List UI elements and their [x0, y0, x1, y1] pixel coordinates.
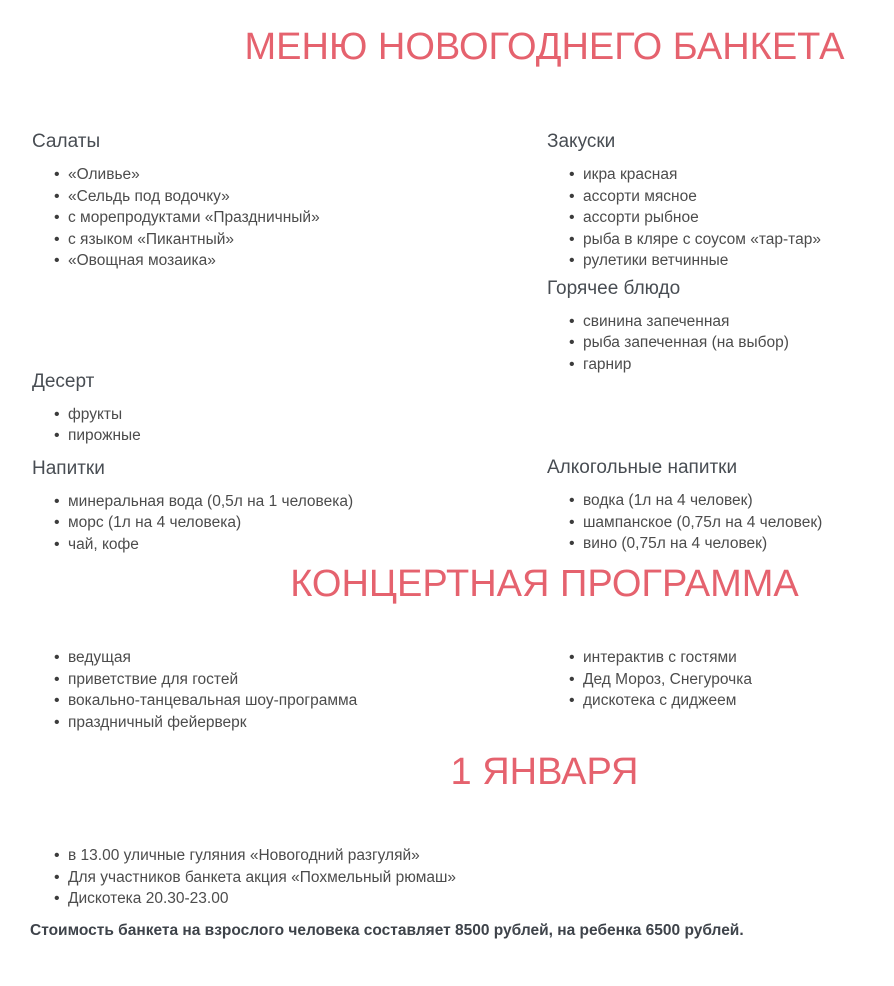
hot-dish-list — [547, 311, 894, 376]
list-item: • водка (1л на 4 человек) — [547, 490, 894, 512]
list-item: • в 13.00 уличные гуляния «Новогодний разгуляй» — [32, 845, 894, 867]
list-item: • вино (0,75л на 4 человек) — [547, 533, 894, 555]
list-item: • рыба в кляре с соусом «тар-тар» — [547, 229, 894, 251]
section-title-salads: Салаты — [32, 131, 101, 152]
list-item: • икра красная — [547, 164, 894, 186]
list-item: • Дискотека 20.30-23.00 — [32, 888, 894, 910]
appetizers-list — [547, 164, 894, 272]
list-item: • минеральная вода (0,5л на 1 человека) — [32, 491, 547, 513]
list-item: • ассорти рыбное — [547, 207, 894, 229]
menu-left-column — [32, 130, 547, 555]
section-alcohol-drinks — [547, 456, 894, 555]
list-item: • с языком «Пикантный» — [32, 229, 547, 251]
list-item: • Для участников банкета акция «Похмельный рюмаш» — [32, 867, 894, 889]
menu-right-column — [547, 130, 894, 555]
list-item: • приветствие для гостей — [32, 669, 547, 691]
list-item: • ведущая — [32, 647, 547, 669]
program-right-column — [547, 647, 894, 712]
list-item: • шампанское (0,75л на 4 человек) — [547, 512, 894, 534]
list-item: • интерактив с гостями — [547, 647, 894, 669]
list-item: • гарнир — [547, 354, 894, 376]
program-left-list — [32, 647, 547, 733]
section-hot-dish — [547, 277, 894, 376]
list-item: • ассорти мясное — [547, 186, 894, 208]
banquet-menu-page — [0, 24, 894, 942]
section-salads — [32, 130, 547, 272]
list-item: • рыба запеченная (на выбор) — [547, 332, 894, 354]
list-item: • пирожные — [32, 425, 547, 447]
menu-columns — [0, 130, 894, 555]
list-item: • «Оливье» — [32, 164, 547, 186]
salads-list — [32, 164, 547, 272]
list-item: • морс (1л на 4 человека) — [32, 512, 547, 534]
drinks-list — [32, 491, 547, 556]
section-drinks — [32, 457, 547, 556]
section-title-drinks: Напитки — [32, 457, 105, 479]
list-item: • праздничный фейерверк — [32, 712, 547, 734]
program-columns — [0, 647, 894, 733]
list-item: • «Овощная мозаика» — [32, 250, 547, 272]
program-left-column — [32, 647, 547, 733]
dessert-list — [32, 404, 547, 447]
program-title: КОНЦЕРТНАЯ ПРОГРАММА — [290, 563, 799, 605]
january-section — [0, 845, 894, 910]
january-title: 1 ЯНВАРЯ — [450, 751, 639, 793]
list-item: • Дед Мороз, Снегурочка — [547, 669, 894, 691]
page-title: МЕНЮ НОВОГОДНЕГО БАНКЕТА — [244, 26, 845, 68]
list-item: • «Сельдь под водочку» — [32, 186, 547, 208]
section-title-appetizers: Закуски — [547, 131, 616, 152]
section-title-dessert: Десерт — [32, 370, 95, 392]
program-right-list — [547, 647, 894, 712]
section-title-alcohol-drinks: Алкогольные напитки — [547, 457, 738, 478]
list-item: • с морепродуктами «Праздничный» — [32, 207, 547, 229]
price-note: Стоимость банкета на взрослого человека составляет 8500 рублей, на ребенка 6500 рублей. — [30, 921, 744, 939]
alcohol-drinks-list — [547, 490, 894, 555]
section-dessert — [32, 370, 547, 447]
list-item: • свинина запеченная — [547, 311, 894, 333]
list-item: • дискотека с диджеем — [547, 690, 894, 712]
list-item: • рулетики ветчинные — [547, 250, 894, 272]
section-appetizers — [547, 130, 894, 272]
list-item: • вокально-танцевальная шоу-программа — [32, 690, 547, 712]
section-title-hot-dish: Горячее блюдо — [547, 277, 681, 299]
list-item: • чай, кофе — [32, 534, 547, 556]
january-list — [32, 845, 894, 910]
list-item: • фрукты — [32, 404, 547, 426]
